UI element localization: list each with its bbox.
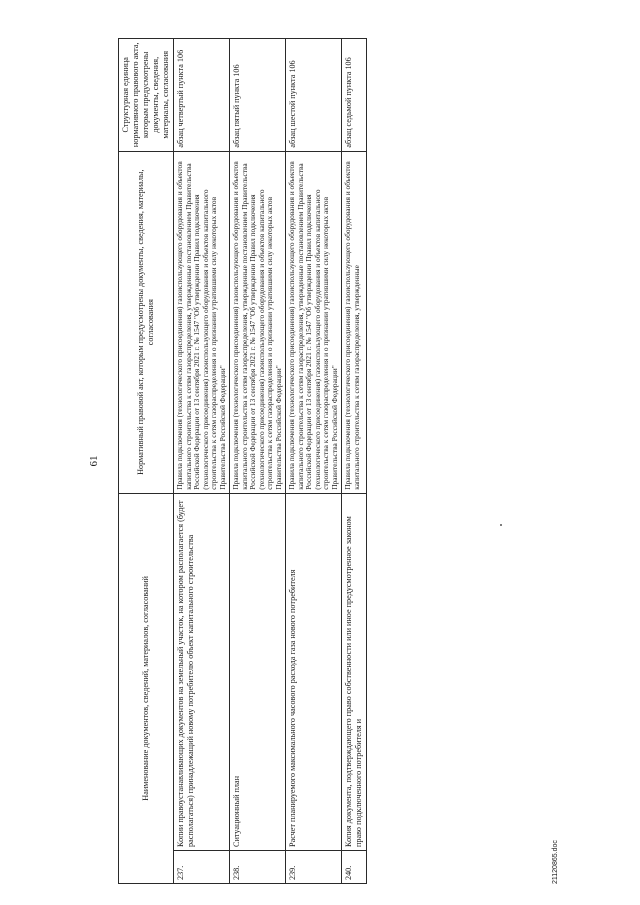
footer-code: 21120865.doc [552, 840, 559, 884]
table-header-row [119, 39, 174, 884]
header-act: Нормативный правовой акт, которым предусмотрены документы, сведения, материалы, согласования [119, 151, 174, 493]
row-number: 238. [230, 850, 286, 883]
rotated-sheet [80, 38, 559, 884]
row-structural-unit: абзац седьмой пункта 106 [342, 39, 367, 152]
row-structural-unit: абзац четвертый пункта 106 [174, 39, 230, 152]
row-legal-act: Правила подключения (технологического присоединения) газоиспользующего оборудования и объектов капитального строительства к сетям газораспределения, утвержденные постановлением Правительства Российской Федерации от 13 сентября 2021 г. № 1547 "Об утверждении Правил подключения (технологического присоединения) газоиспользующего оборудования и объектов капитального строительства к сетям газораспределения и о признании утратившими силу некоторых актов Правительства Российской Федерации" [174, 151, 230, 493]
table-row [286, 39, 342, 884]
stray-mark [500, 524, 502, 526]
row-structural-unit: абзац шестой пункта 106 [286, 39, 342, 152]
row-document-name: Расчет планируемого максимального часового расхода газа нового потребителя [286, 493, 342, 850]
row-number: 237. [174, 850, 230, 883]
table-row [342, 39, 367, 884]
row-document-name: Копии правоустанавливающих документов на земельный участок, на котором располагается (будет располагаться) принадлежащий новому потребителю объект капитального строительства [174, 493, 230, 850]
row-structural-unit: абзац пятый пункта 106 [230, 39, 286, 152]
row-number: 239. [286, 850, 342, 883]
row-number: 240. [342, 850, 367, 883]
row-legal-act: Правила подключения (технологического присоединения) газоиспользующего оборудования и объектов капитального строительства к сетям газораспределения, утвержденные [342, 151, 367, 493]
page-number: 61 [88, 455, 100, 467]
row-document-name: Копия документа, подтверждающего право собственности или иное предусмотренное законом право подключенного потребителя и [342, 493, 367, 850]
row-legal-act: Правила подключения (технологического присоединения) газоиспользующего оборудования и объектов капитального строительства к сетям газораспределения, утвержденные постановлением Правительства Российской Федерации от 13 сентября 2021 г. № 1547 "Об утверждении Правил подключения (технологического присоединения) газоиспользующего оборудования и объектов капитального строительства к сетям газораспределения и о признании утратившими силу некоторых актов Правительства Российской Федерации" [286, 151, 342, 493]
header-unit: Структурная единица нормативного правового акта, которым предусмотрены документы, сведения, материалы, согласования [119, 39, 174, 152]
row-legal-act: Правила подключения (технологического присоединения) газоиспользующего оборудования и объектов капитального строительства к сетям газораспределения, утвержденные постановлением Правительства Российской Федерации от 13 сентября 2021 г. № 1547 "Об утверждении Правил подключения (технологического присоединения) газоиспользующего оборудования и объектов капитального строительства к сетям газораспределения и о признании утратившими силу некоторых актов Правительства Российской Федерации" [230, 151, 286, 493]
table-row [230, 39, 286, 884]
documents-table [118, 38, 367, 884]
row-document-name: Ситуационный план [230, 493, 286, 850]
table-row [174, 39, 230, 884]
header-name: Наименование документов, сведений, материалов, согласований [119, 493, 174, 883]
